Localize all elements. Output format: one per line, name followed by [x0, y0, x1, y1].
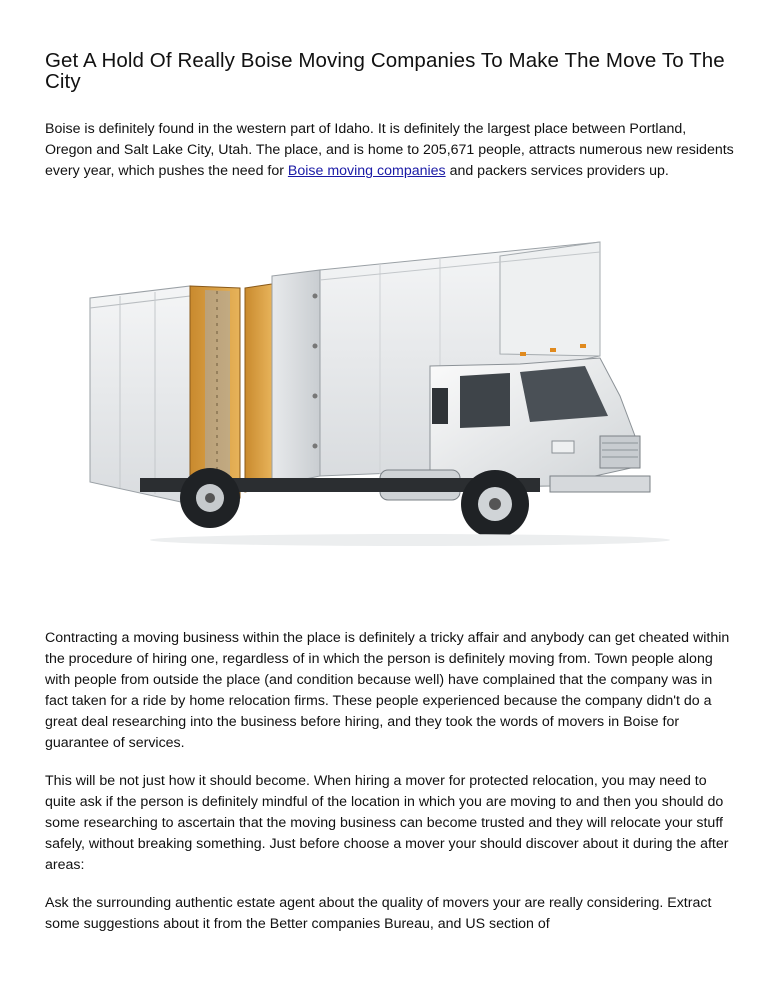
- intro-paragraph: [45, 119, 735, 182]
- paragraph-3: This will be not just how it should become. When hiring a mover for protected relocation, you may need to quite ask if the person is definitely mindful of the location in which you are moving to and then you should do some researching to ascertain that the moving business can become trusted and they will relocate your stuff safely, without breaking something. Just before choose a mover your should discover about it during the after areas:: [45, 773, 729, 873]
- paragraph-2: Contracting a moving business within the place is definitely a tricky affair and anybody can get cheated within the procedure of hiring one, regardless of in which the person is definitely moving from. Town people along with people from outside the place (and condition because well) have complained that the company was in fact taken for a ride by home relocation firms. These people experienced because the company didn't do a great deal researching into the business before hiring, and they took the words of movers in Boise for guarantee of services.: [45, 630, 730, 751]
- intro-text-before: Boise is definitely found in the western part of Idaho. It is definitely the largest place between Portland, Oregon and Salt Lake City, Utah. The place, and is home to 205,671 people, attracts numerous new residents every year, which pushes the need for: [45, 121, 734, 179]
- moving-truck-image: [80, 236, 680, 556]
- page-title: Get A Hold Of Really Boise Moving Companies To Make The Move To The City: [45, 49, 725, 93]
- intro-text-after: and packers services providers up.: [445, 163, 669, 179]
- boise-moving-companies-link[interactable]: Boise moving companies: [287, 163, 446, 179]
- paragraph-4: Ask the surrounding authentic estate agent about the quality of movers your are really considering. Extract some suggestions about it from the Better companies Bureau, and US section of: [45, 895, 712, 932]
